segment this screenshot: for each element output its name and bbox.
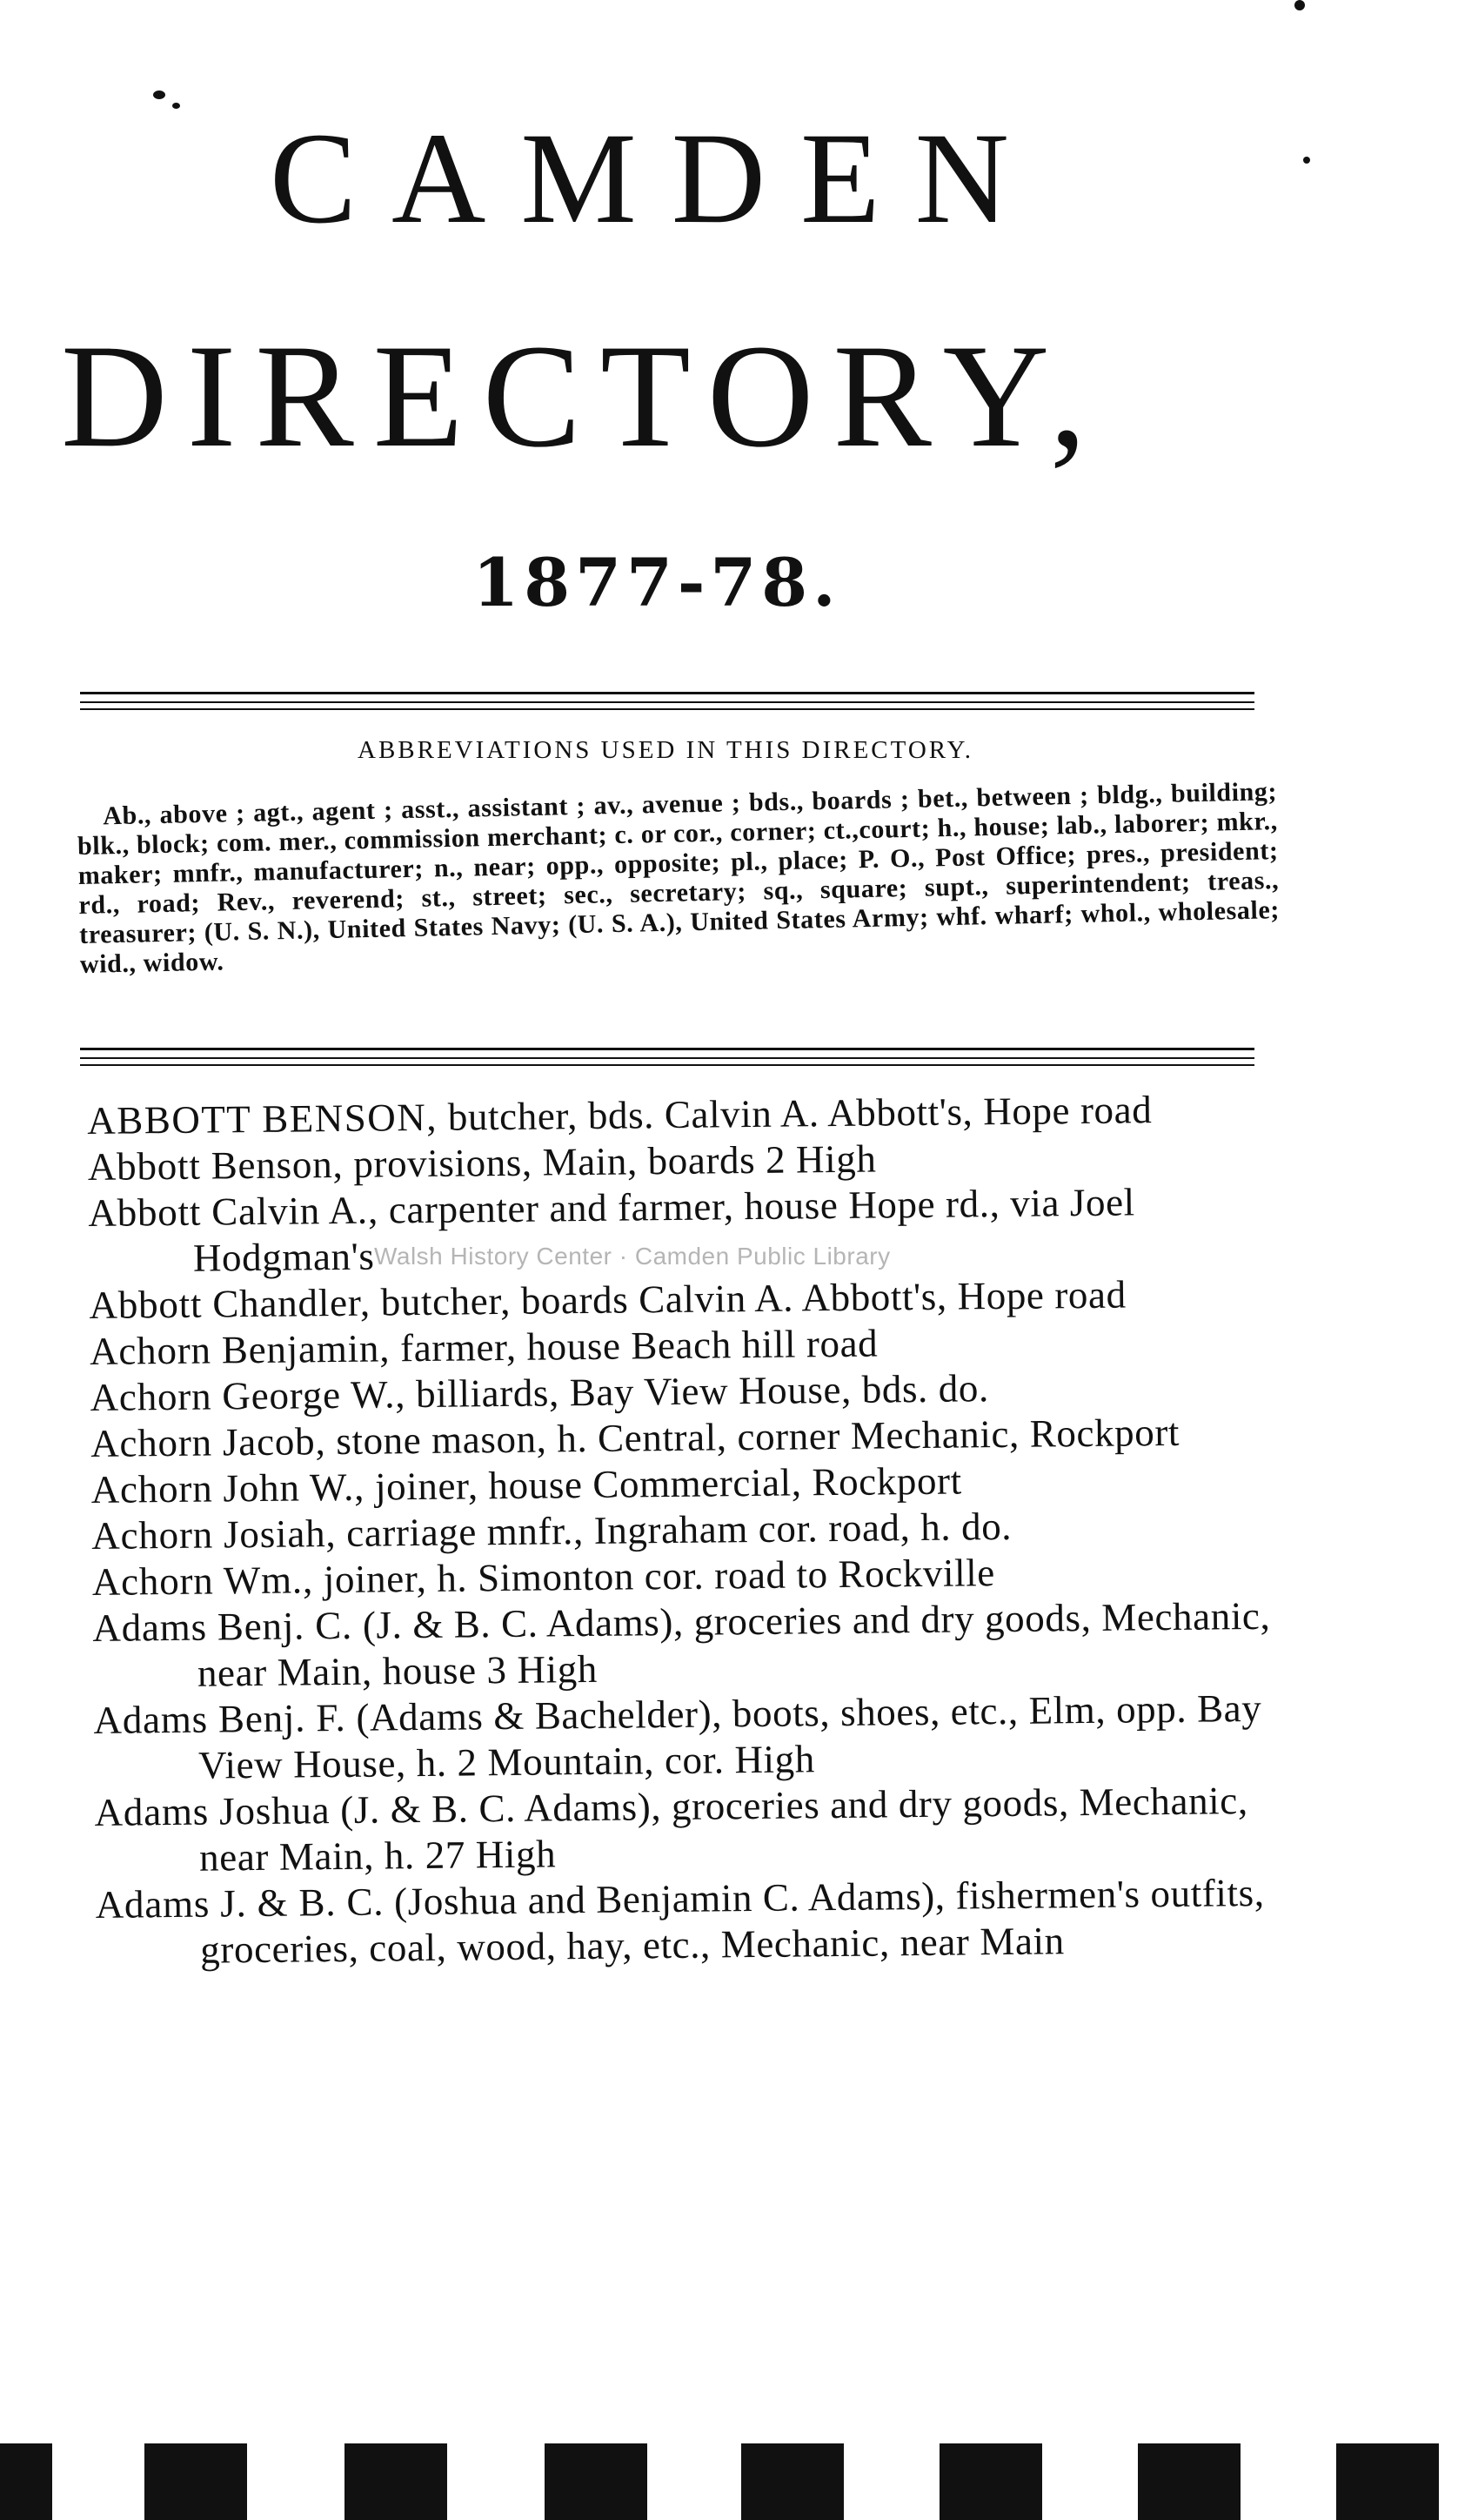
title-camden: CAMDEN [269,106,1045,251]
edge-block [0,2443,52,2520]
entry-name: Achorn Benjamin, [89,1326,391,1373]
directory-entry [94,1777,1313,1882]
edge-block [1336,2443,1439,2520]
edge-block [940,2443,1042,2520]
entry-details: carpenter and farmer, house Hope rd., via Joel Hodgman's [192,1180,1135,1280]
directory-entry [93,1685,1312,1790]
entry-name: Achorn Josiah, [91,1511,337,1558]
rule-bottom-2 [80,1057,1254,1059]
entry-name: ABBOTT BENSON, [87,1095,438,1143]
directory-entries [87,1085,1314,1974]
entry-details: farmer, house Beach hill road [390,1321,879,1371]
entry-details: stone mason, h. Central, corner Mechanic, Rockport [325,1410,1180,1464]
entry-name: Adams J. & B. C. [95,1880,385,1927]
entry-details: joiner, h. Simonton cor. road to Rockville [312,1551,996,1602]
title-year: 1877-78. [472,544,841,621]
edge-block [144,2443,247,2520]
title-directory: DIRECTORY, [61,314,1106,478]
rule-bottom-1 [80,1048,1254,1050]
entry-details: joiner, house Commercial, Rockport [364,1458,962,1509]
page-bottom-edge [0,2443,1458,2520]
entry-details: (Adams & Bachelder), boots, shoes, etc., Elm, opp. Bay View House, h. 2 Mountain, cor. High [197,1686,1262,1787]
entry-name: Abbott Benson, [87,1142,344,1189]
entry-details: billiards, Bay View House, bds. do. [405,1366,990,1417]
entry-details: (J. & B. C. Adams), groceries and dry goods, Mechanic, near Main, h. 27 High [198,1779,1248,1880]
entry-details: provisions, Main, boards 2 High [343,1136,877,1186]
entry-details: butcher, bds. Calvin A. Abbott's, Hope road [437,1088,1153,1139]
entry-details: (Joshua and Benjamin C. Adams), fishermen's outfits, groceries, coal, wood, hay, etc., Mechanic, near Main [199,1870,1265,1972]
rule-top-3 [80,708,1254,710]
entry-name: Achorn George W., [90,1372,406,1419]
entry-name: Adams Benj. C. [92,1603,353,1650]
ink-speck [172,103,180,109]
directory-entry [92,1592,1311,1698]
edge-block [545,2443,647,2520]
entry-name: Achorn John W., [90,1464,365,1511]
entry-details: (J. & B. C. Adams), groceries and dry goods, Mechanic, near Main, house 3 High [197,1593,1271,1695]
abbreviations-heading: ABBREVIATIONS USED IN THIS DIRECTORY. [358,736,973,764]
entry-name: Adams Benj. F. [93,1695,346,1742]
entry-details: butcher, boards Calvin A. Abbott's, Hope road [370,1272,1127,1324]
edge-block [344,2443,447,2520]
entry-details: carriage mnfr., Ingraham cor. road, h. do. [336,1504,1013,1556]
abbreviations-text: Ab., above ; agt., agent ; asst., assistant ; av., avenue ; bds., boards ; bet., between ; bldg., building; blk., block; com. mer., commission merchant; c. or cor., corner; ct.,court; h., house; lab., laborer; mkr., maker; mnfr., manufacturer; n., near; opp., opposite; pl., place; P. O., Post Office; pres., president; rd., road; Rev., reverend; st., street; sec., secretary; sq., square; supt., superintendent; treas., treasurer; (U. S. N.), United States Navy; (U. S. A.), United States Army; whf. wharf; whol., wholesale; wid., widow. [77,777,1281,979]
entry-name: Adams Joshua [94,1788,331,1834]
directory-entry [95,1869,1314,1974]
edge-block [741,2443,844,2520]
watermark-text: Walsh History Center · Camden Public Library [374,1243,891,1270]
rule-top-1 [80,692,1254,694]
ink-speck [1294,0,1305,10]
entry-name: Achorn Jacob, [90,1419,326,1465]
entry-name: Achorn Wm., [91,1558,314,1604]
rule-bottom-3 [80,1064,1254,1066]
entry-name: Abbott Calvin A., [88,1188,379,1235]
ink-speck [1303,157,1310,164]
ink-speck [153,90,165,99]
rule-top-2 [80,701,1254,703]
entry-name: Abbott Chandler, [89,1280,371,1327]
edge-block [1138,2443,1241,2520]
